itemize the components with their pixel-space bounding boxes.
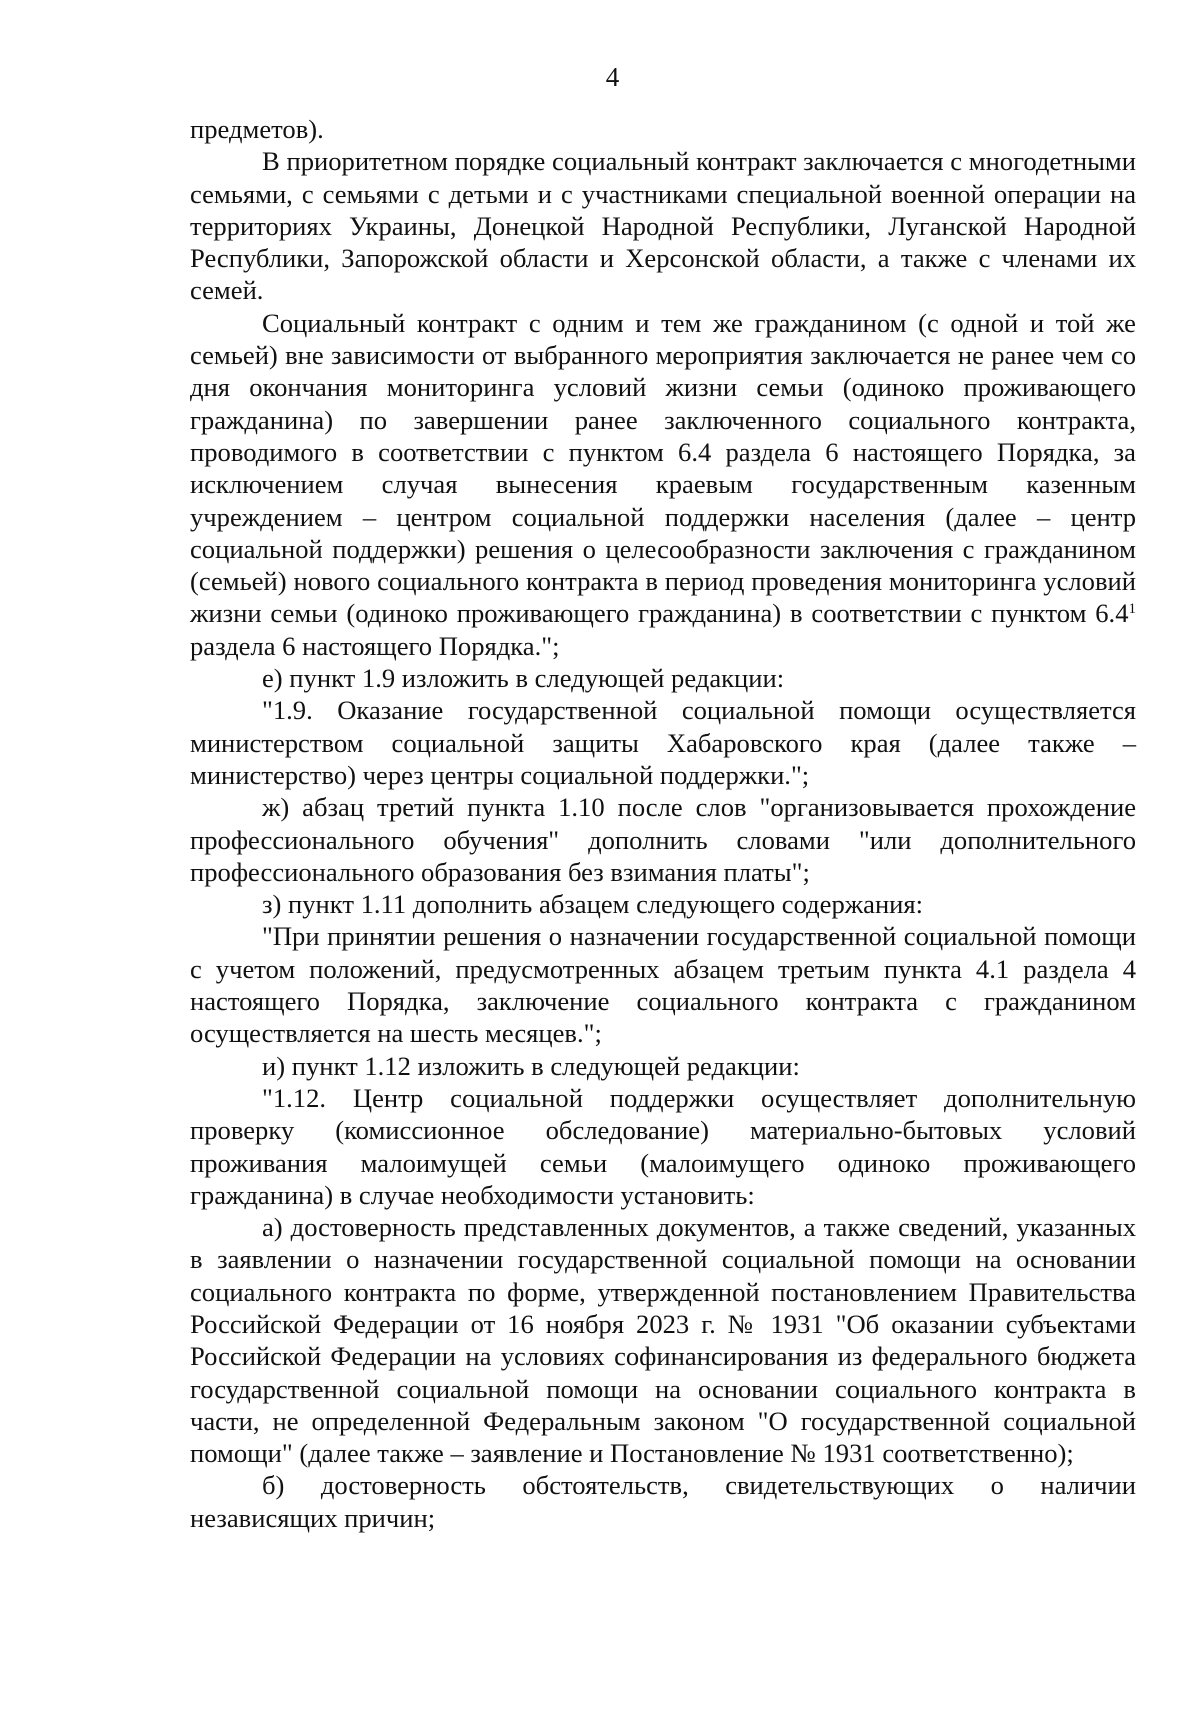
document-body <box>190 113 1136 1534</box>
paragraph-subitem-a: а) достоверность представленных документов, а также сведений, указанных в заявлении о назначении государственной социальной помощи на основании социального контракта по форме, утвержденной постановлением Правительства Российской Федерации от 16 ноября 2023 г. № 1931 "Об оказании субъектами Российской Федерации на условиях софинансирования из федерального бюджета государственной социальной помощи на основании социального контракта в части, не определенной Федеральным законом "О государственной социальной помощи" (далее также – заявление и Постановление № 1931 соответственно); <box>190 1212 1136 1469</box>
paragraph-item-zh: ж) абзац третий пункта 1.10 после слов "организовывается прохождение профессионального обучения" дополнить словами "или дополнительного профессионального образования без взимания платы"; <box>190 792 1136 887</box>
paragraph-subitem-b: б) достоверность обстоятельств, свидетельствующих о наличии независящих причин; <box>190 1470 1136 1533</box>
paragraph-continuation: предметов). <box>190 114 324 144</box>
paragraph-clause-1-11-addition: "При принятии решения о назначении государственной социальной помощи с учетом положений, предусмотренных абзацем третьим пункта 4.1 раздела 4 настоящего Порядка, заключение социального контракта с гражданином осуществляется на шесть месяцев."; <box>190 921 1136 1049</box>
paragraph-item-i: и) пункт 1.12 изложить в следующей редакции: <box>262 1050 800 1081</box>
paragraph-priority-order: В приоритетном порядке социальный контракт заключается с многодетными семьями, с семьями с детьми и с участниками специальной военной операции на территориях Украины, Донецкой Народной Республики, Луганской Народной Республики, Запорожской области и Херсонской области, а также с членами их семей. <box>190 146 1136 306</box>
paragraph-clause-1-9: "1.9. Оказание государственной социальной помощи осуществляется министерством социальной защиты Хабаровского края (далее также – министерство) через центры социальной поддержки."; <box>190 695 1136 790</box>
paragraph-repeat-contract <box>190 307 1136 662</box>
paragraph-item-z: з) пункт 1.11 дополнить абзацем следующего содержания: <box>262 889 924 920</box>
paragraph-clause-1-12: "1.12. Центр социальной поддержки осуществляет дополнительную проверку (комиссионное обследование) материально-бытовых условий проживания малоимущей семьи (малоимущего одиноко проживающего гражданина) в случае необходимости установить: <box>190 1082 1136 1210</box>
paragraph-text: Социальный контракт с одним и тем же гражданином (с одной и той же семьей) вне зависимости от выбранного мероприятия заключается не ранее чем со дня окончания мониторинга условий жизни семьи (одиноко проживающего гражданина) по завершении ранее заключенного социального контракта, проводимого в соответствии с пунктом 6.4 раздела 6 настоящего Порядка, за исключением случая вынесения краевым государственным казенным учреждением – центром социальной поддержки населения (далее – центр социальной поддержки) решения о целесообразности заключения с гражданином (семьей) нового социального контракта в период проведения мониторинга условий жизни семьи (одиноко проживающего гражданина) в соответствии с пунктом 6.4 <box>190 307 1136 629</box>
paragraph-item-e: е) пункт 1.9 изложить в следующей редакции: <box>262 663 785 694</box>
page-number: 4 <box>605 62 620 92</box>
superscript-marker: 1 <box>1128 601 1136 618</box>
paragraph-text: раздела 6 настоящего Порядка."; <box>190 630 560 661</box>
